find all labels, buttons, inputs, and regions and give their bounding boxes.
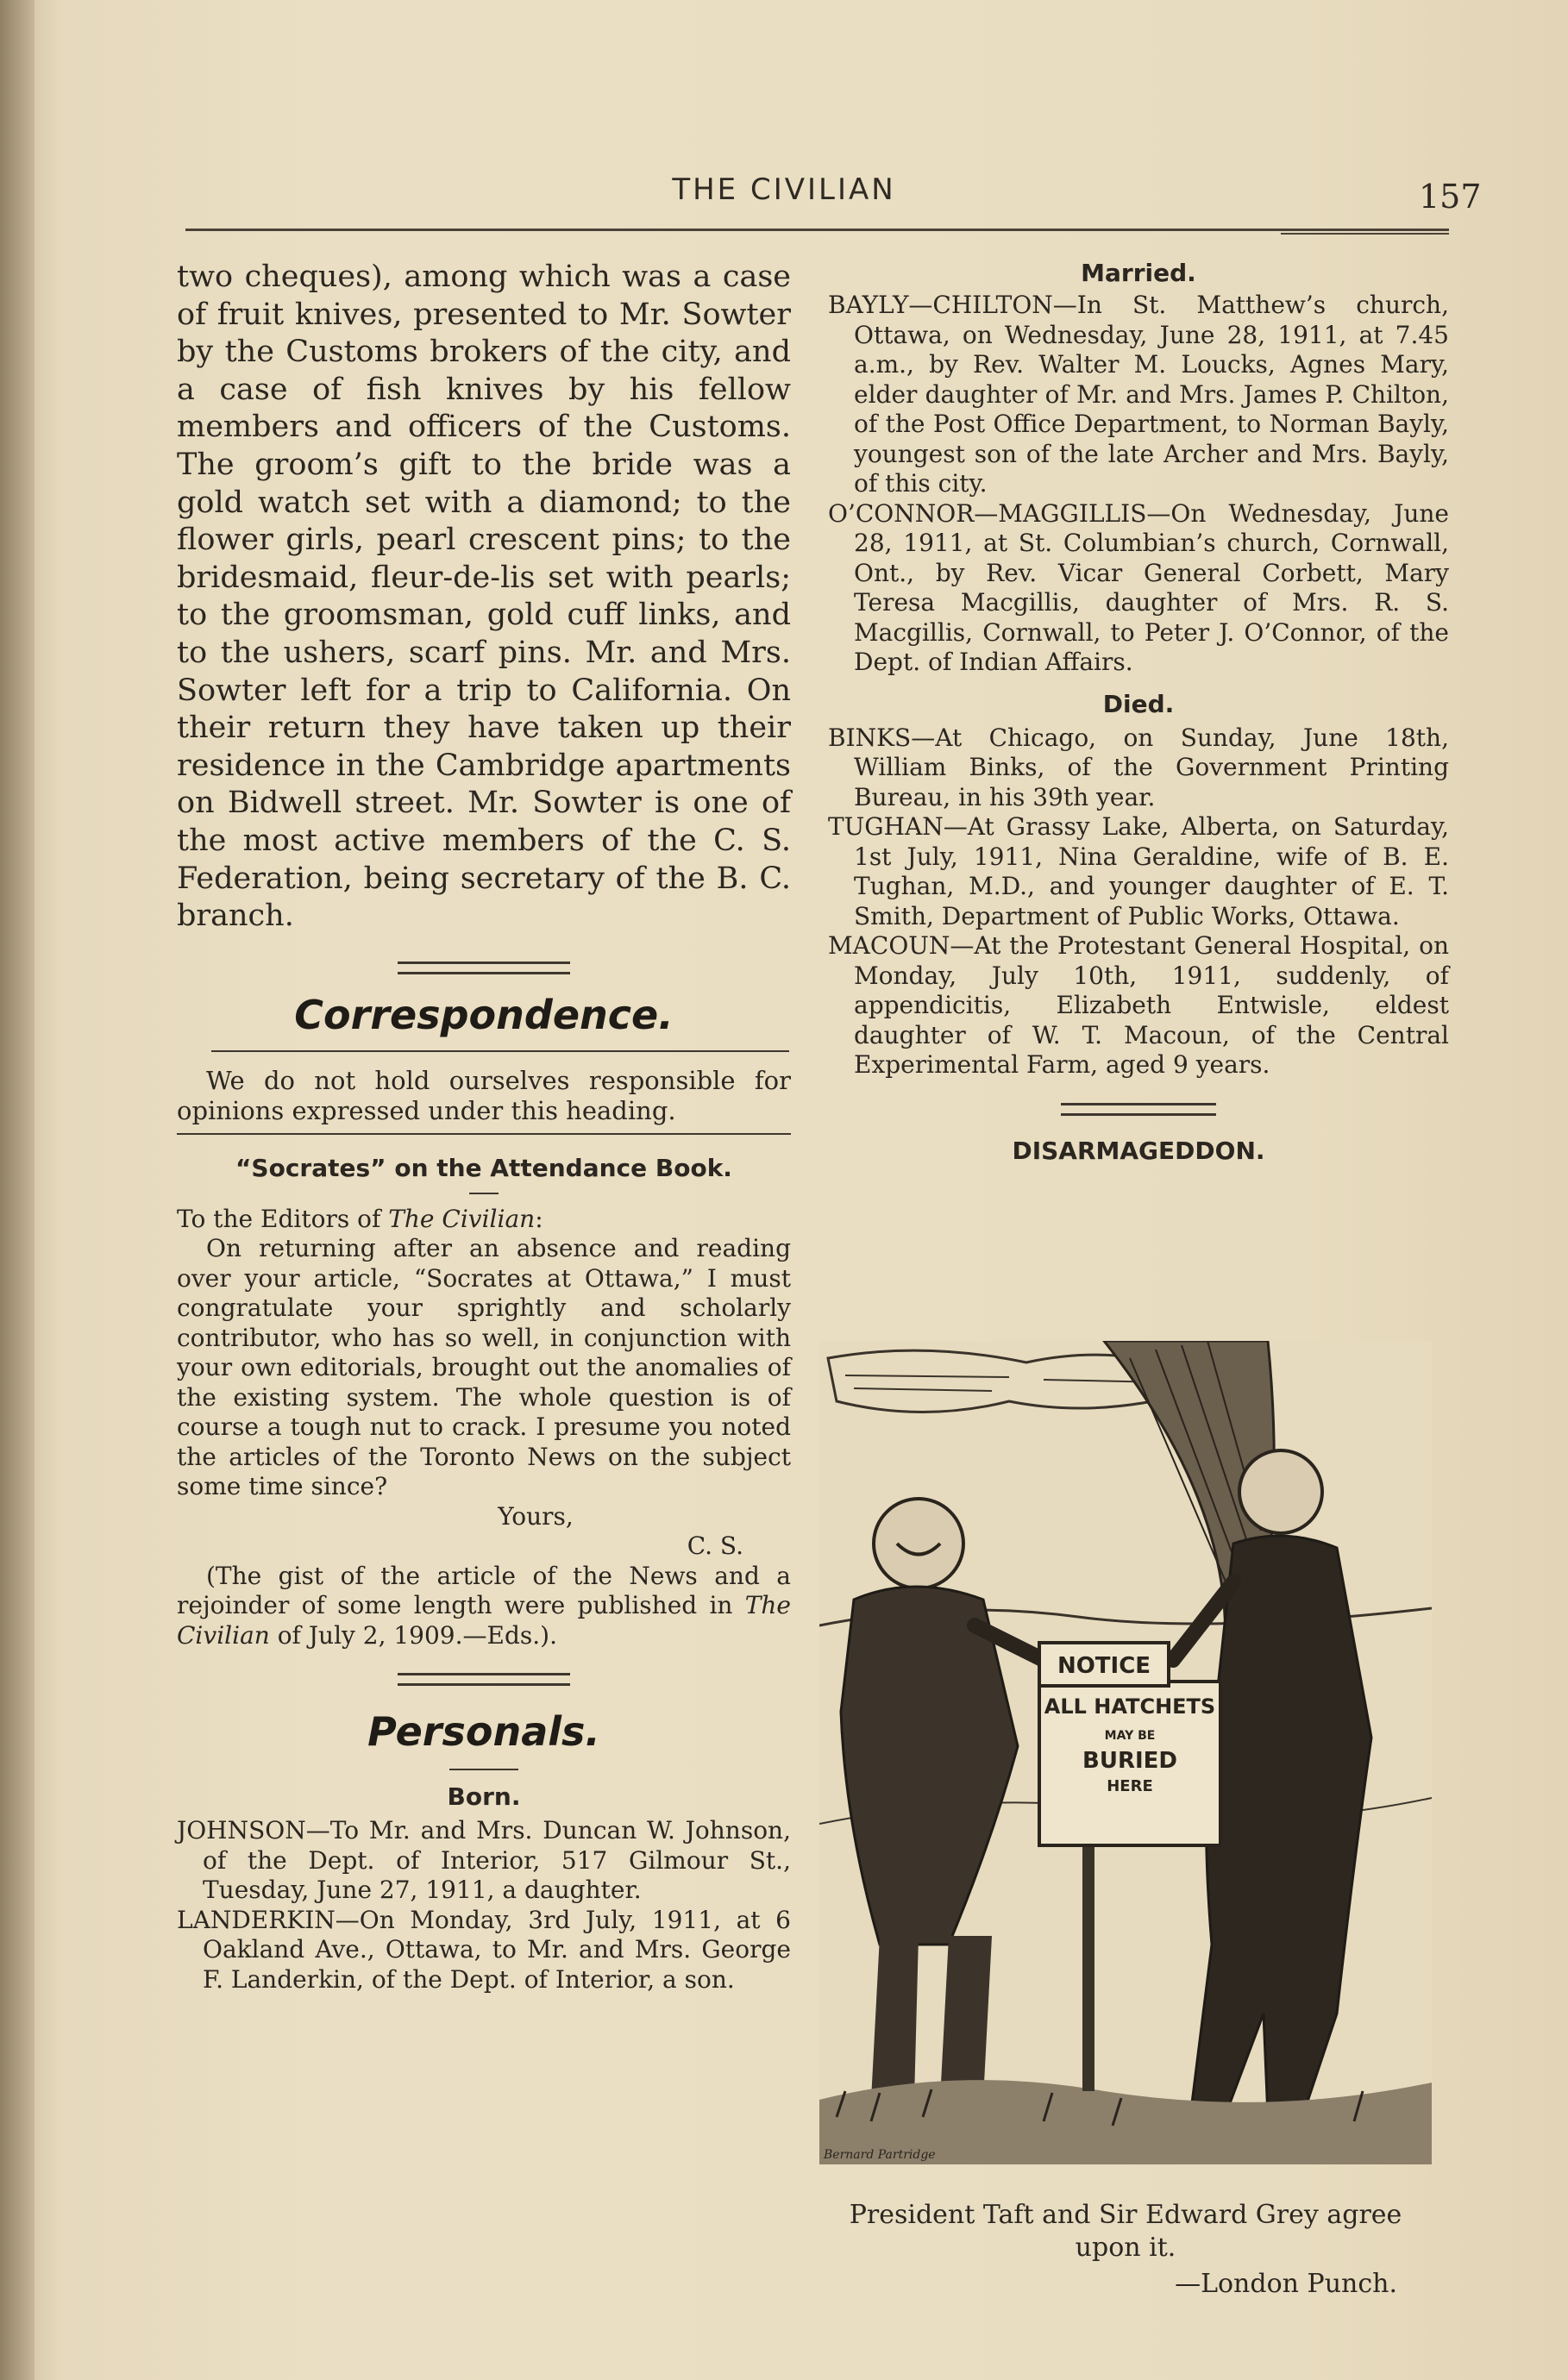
right-column <box>828 259 1449 1165</box>
personals-heading: Personals. <box>367 1708 600 1756</box>
page-gutter-shadow <box>0 0 34 2380</box>
letter-title: “Socrates” on the Attendance Book. <box>235 1153 732 1182</box>
married-heading: Married. <box>1081 259 1196 287</box>
sign-line-1: ALL HATCHETS <box>1044 1694 1216 1719</box>
sign-line-3: BURIED <box>1082 1748 1177 1774</box>
born-entry-johnson: JOHNSON—To Mr. and Mrs. Duncan W. Johnson, of the Dept. of Interior, 517 Gilmour St., Tuesday, June 27, 1911, a daughter. <box>177 1816 791 1905</box>
cartoon-illustration <box>819 1341 1432 2164</box>
section-divider <box>398 961 570 974</box>
header-rule <box>185 229 1449 231</box>
header-rule-secondary <box>1281 233 1449 235</box>
died-entry-binks: BINKS—At Chicago, on Sunday, June 18th, William Binks, of the Government Printing Bureau, in his 39th year. <box>828 723 1449 811</box>
cartoon-credit: —London Punch. <box>1175 2269 1397 2299</box>
born-heading: Born. <box>447 1782 521 1812</box>
artist-signature: Bernard Partridge <box>824 2148 936 2162</box>
letter-body: On returning after an absence and reading over your article, “Socrates at Ottawa,” I must congratulate your sprightly and scholarly contributor, who has so well, in conjunction with your own editorials, brought out the anomalies of the existing system. The whole question is of course a tough nut to crack. I presume you noted the articles of the Toronto News on the subject some time since? <box>177 1234 791 1501</box>
born-entry-landerkin: LANDERKIN—On Monday, 3rd July, 1911, at 6 Oakland Ave., Ottawa, to Mr. and Mrs. George F. Landerkin, of the Dept. of Interior, a son. <box>177 1905 791 1994</box>
correspondence-heading: Correspondence. <box>294 991 674 1038</box>
letter-title-dash <box>469 1193 499 1194</box>
married-entry-bayly-chilton: BAYLY—CHILTON—In St. Matthew’s church, Ottawa, on Wednesday, June 28, 1911, at 7.45 a.m., by Rev. Walter M. Loucks, Agnes Mary, elder daughter of Mr. and Mrs. James P. Chilton, of the Post Office Department, to Norman Bayly, youngest son of the late Archer and Mrs. Bayly, of this city. <box>828 291 1449 498</box>
died-entry-tughan: TUGHAN—At Grassy Lake, Alberta, on Saturday, 1st July, 1911, Nina Geraldine, wife of B. E. Tughan, M.D., and younger daughter of E. T. Smith, Department of Public Works, Ottawa. <box>828 812 1449 930</box>
married-entry-oconnor-maggillis: O’CONNOR—MAGGILLIS—On Wednesday, June 28, 1911, at St. Columbian’s church, Cornwall, Ont., by Rev. Vicar General Corbett, Mary Teresa Macgillis, daughter of Mrs. R. S. Macgillis, Cornwall, to Peter J. O’Connor, of the Dept. of Indian Affairs. <box>828 498 1449 676</box>
disarmageddon-cartoon <box>819 1341 1432 2164</box>
running-head-title: THE CIVILIAN <box>672 172 896 207</box>
wedding-continued-paragraph: two cheques), among which was a case of fruit knives, presented to Mr. Sowter by the Customs brokers of the city, and a case of fish knives by his fellow members and officers of the Customs. The groom’s gift to the bride was a gold watch set with a diamond; to the flower girls, pearl crescent pins; to the bridesmaid, fleur-de-lis set with pearls; to the groomsman, gold cuff links, and to the ushers, scarf pins. Mr. and Mrs. Sowter left for a trip to California. On their return they have taken up their residence in the Cambridge apartments on Bidwell street. Mr. Sowter is one of the most active members of the C. S. Federation, being secretary of the B. C. branch. <box>177 260 791 934</box>
cartoon-title: DISARMAGEDDON. <box>1012 1136 1265 1165</box>
sign-line-2: MAY BE <box>1104 1729 1156 1743</box>
died-heading: Died. <box>1102 689 1175 718</box>
died-entry-macoun: MACOUN—At the Protestant General Hospital, on Monday, July 10th, 1911, suddenly, of appendicitis, Elizabeth Entwisle, eldest daughter of W. T. Macoun, of the Central Experimental Farm, aged 9 years. <box>828 931 1449 1079</box>
letter-closing: Yours, <box>498 1501 574 1531</box>
sign-notice-text: NOTICE <box>1057 1653 1151 1679</box>
publication-name: The Civilian <box>177 1591 791 1650</box>
personals-rule <box>449 1769 518 1770</box>
page-number: 157 <box>1419 178 1482 216</box>
publication-name: The Civilian <box>388 1204 536 1233</box>
sign-line-4: HERE <box>1107 1777 1153 1795</box>
letter-signature: C. S. <box>687 1531 743 1561</box>
cartoon-caption: President Taft and Sir Edward Grey agree upon it. <box>849 2200 1402 2263</box>
section-divider <box>1061 1103 1216 1116</box>
letter-salutation: To the Editors of The Civilian: <box>177 1204 543 1233</box>
section-divider <box>398 1673 570 1686</box>
cartoon-caption-block <box>802 2199 1449 2301</box>
correspondence-disclaimer: We do not hold ourselves responsible for opinions expressed under this heading. <box>177 1065 791 1125</box>
left-column <box>177 259 791 1995</box>
editor-note: (The gist of the article of the News and a rejoinder of some length were published in The Civilian of July 2, 1909.—Eds.). <box>177 1561 791 1650</box>
